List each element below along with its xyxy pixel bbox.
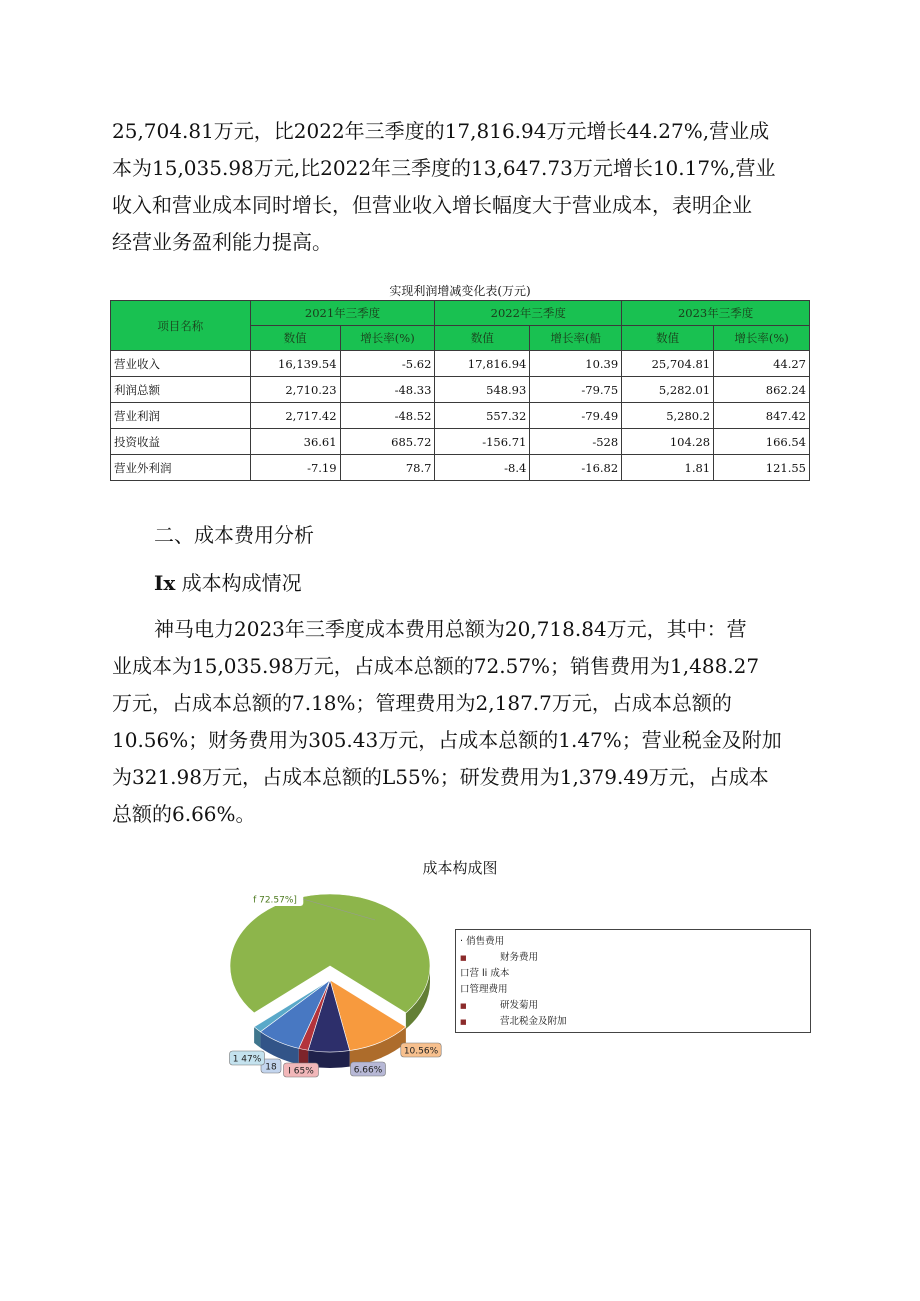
- cell: 862.24: [714, 377, 810, 403]
- text-line: 神马电力2023年三季度成本费用总额为20,718.84万元，其中：营: [154, 617, 747, 641]
- cell: -48.52: [340, 403, 435, 429]
- legend-marker: ■: [460, 954, 467, 962]
- chart-title: 成本构成图: [422, 859, 498, 877]
- cell: 25,704.81: [622, 351, 714, 377]
- header-period: 2021年三季度: [250, 301, 435, 326]
- table-row: [111, 455, 810, 481]
- legend-item: [460, 934, 806, 950]
- cell: 166.54: [714, 429, 810, 455]
- legend-label: 财务费用: [500, 952, 539, 963]
- cell: -79.75: [530, 377, 622, 403]
- cell: 78.7: [340, 455, 435, 481]
- legend-label: 管理费用: [469, 984, 508, 995]
- legend-label: 营北税金及附加: [500, 1016, 567, 1027]
- cell: 1.81: [622, 455, 714, 481]
- legend-marker: ·: [460, 936, 464, 947]
- table-header-row: [111, 301, 810, 326]
- intro-paragraph: [112, 113, 812, 261]
- legend-label: 俏售费用: [466, 936, 505, 947]
- cell: -16.82: [530, 455, 622, 481]
- legend-item: [460, 998, 806, 1014]
- text-line: 10.56%；财务费用为305.43万元，占成本总额的1.47%；营业税金及附加: [112, 728, 782, 752]
- cell: 557.32: [435, 403, 530, 429]
- cell: -528: [530, 429, 622, 455]
- text-line: 业成本为15,035.98万元，占成本总额的72.57%；销售费用为1,488.27: [112, 654, 760, 678]
- text-line: 总额的6.66%。: [112, 802, 256, 826]
- text-line: 经营业务盈利能力提高。: [112, 230, 332, 254]
- cell: 2,710.23: [250, 377, 340, 403]
- cell: 2,717.42: [250, 403, 340, 429]
- row-name: 营业收入: [111, 351, 251, 377]
- cell: 16,139.54: [250, 351, 340, 377]
- cell: 104.28: [622, 429, 714, 455]
- table-row: [111, 351, 810, 377]
- cell: 121.55: [714, 455, 810, 481]
- legend-item: [460, 966, 806, 982]
- legend-item: [460, 982, 806, 998]
- header-sub: 数值: [435, 326, 530, 351]
- legend-label: 营 li 成本: [469, 968, 510, 979]
- text-line: 为321.98万元，占成本总额的L55%；研发费用为1,379.49万元，占成本: [112, 765, 769, 789]
- cell: -156.71: [435, 429, 530, 455]
- cell: 5,280.2: [622, 403, 714, 429]
- cell: 17,816.94: [435, 351, 530, 377]
- cell: 685.72: [340, 429, 435, 455]
- header-sub: 增长率(船: [530, 326, 622, 351]
- row-name: 投资收益: [111, 429, 251, 455]
- legend-marker: 口: [460, 984, 470, 995]
- cell: -7.19: [250, 455, 340, 481]
- data-label-text: I 65%: [288, 1066, 314, 1077]
- legend-marker: ■: [460, 1002, 467, 1010]
- subsection-heading: [154, 567, 302, 596]
- table-row: [111, 403, 810, 429]
- data-label: [284, 1063, 319, 1077]
- text-line: 收入和营业成本同时增长，但营业收入增长幅度大于营业成本，表明企业: [112, 193, 752, 217]
- subsection-number: Ix: [154, 571, 176, 595]
- data-label-text: 1 47%: [232, 1054, 262, 1065]
- table-row: [111, 429, 810, 455]
- data-label: [230, 1051, 265, 1065]
- legend-label: 研发菊用: [500, 1000, 539, 1011]
- legend-marker: ■: [460, 1018, 467, 1026]
- text-line: 25,704.81万元，比2022年三季度的17,816.94万元增长44.27%,营业成: [112, 119, 770, 143]
- text-line: 本为15,035.98万元,比2022年三季度的13,647.73万元增长10.17%,营业: [112, 156, 776, 180]
- cell: 44.27: [714, 351, 810, 377]
- table-row: [111, 377, 810, 403]
- cell: 10.39: [530, 351, 622, 377]
- subsection-title: 成本构成情况: [181, 571, 302, 595]
- header-sub: 数值: [250, 326, 340, 351]
- header-period: 2023年三季度: [622, 301, 810, 326]
- cost-paragraph: [112, 611, 812, 833]
- header-sub: 增长率(%): [340, 326, 435, 351]
- data-label: [401, 1043, 441, 1057]
- cell: -79.49: [530, 403, 622, 429]
- table-caption: 实现利润增减变化表(万元): [389, 284, 531, 298]
- data-label: [351, 1062, 386, 1076]
- data-label-text: 10.56%: [403, 1046, 439, 1057]
- header-item-name: 项目名称: [111, 301, 251, 351]
- cell: -8.4: [435, 455, 530, 481]
- cell: -5.62: [340, 351, 435, 377]
- header-period: 2022年三季度: [435, 301, 622, 326]
- data-label-text: 6.66%: [353, 1065, 383, 1076]
- data-label-text: 18: [265, 1062, 277, 1073]
- legend-item: [460, 1014, 806, 1030]
- cell: 847.42: [714, 403, 810, 429]
- cell: -48.33: [340, 377, 435, 403]
- cell: 5,282.01: [622, 377, 714, 403]
- data-label-text: f 72.57%]: [253, 895, 297, 906]
- text-line: 万元，占成本总额的7.18%；管理费用为2,187.7万元，占成本总额的: [112, 691, 732, 715]
- cell: 36.61: [250, 429, 340, 455]
- header-sub: 增长率(%): [714, 326, 810, 351]
- chart-legend: [455, 929, 811, 1033]
- cost-pie-chart: [225, 880, 455, 1085]
- legend-marker: 口: [460, 968, 470, 979]
- data-label: [247, 892, 304, 906]
- row-name: 营业外利润: [111, 455, 251, 481]
- cell: 548.93: [435, 377, 530, 403]
- legend-item: [460, 950, 806, 966]
- profit-change-table: [110, 300, 810, 481]
- row-name: 利润总额: [111, 377, 251, 403]
- header-sub: 数值: [622, 326, 714, 351]
- section-heading: 二、成本费用分析: [154, 523, 314, 547]
- row-name: 营业利润: [111, 403, 251, 429]
